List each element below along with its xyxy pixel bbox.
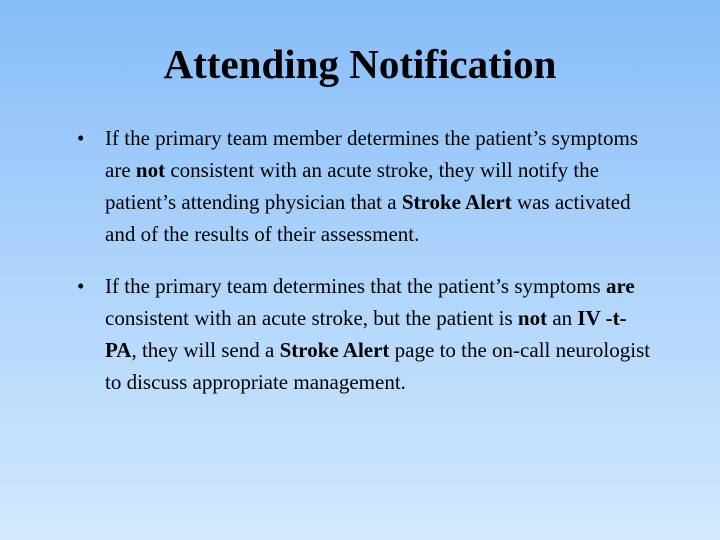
- bullet-emphasis: Stroke Alert: [279, 338, 390, 362]
- bullet-emphasis: are: [605, 274, 635, 298]
- bullet-emphasis: not: [135, 158, 166, 182]
- bullet-list: [75, 122, 655, 418]
- bullet-text-segment: consistent with an acute stroke, but the patient is: [105, 306, 518, 330]
- bullet-text-segment: an: [547, 306, 578, 330]
- bullet-item: [75, 270, 655, 398]
- bullet-emphasis: IV -t-PA: [105, 306, 627, 362]
- bullet-text-segment: If the primary team determines that the patient’s symptoms: [105, 274, 606, 298]
- bullet-text: [105, 274, 650, 394]
- bullet-text: [105, 126, 638, 246]
- bullet-text-segment: If the primary team member determines the patient’s symptoms are: [105, 126, 639, 182]
- bullet-emphasis: Stroke Alert: [401, 190, 512, 214]
- bullet-text-segment: was activated and of the results of their assessment.: [105, 190, 631, 246]
- bullet-marker: •: [77, 126, 85, 150]
- bullet-text-segment: , they will send a: [131, 338, 280, 362]
- bullet-marker: •: [77, 274, 85, 298]
- bullet-emphasis: not: [517, 306, 548, 330]
- bullet-text-segment: consistent with an acute stroke, they will notify the patient’s attending physician that a: [105, 158, 599, 214]
- bullet-item: [75, 122, 655, 250]
- bullet-text-segment: page to the on-call neurologist to discuss appropriate management.: [105, 338, 651, 394]
- slide-title: Attending Notification: [163, 41, 557, 87]
